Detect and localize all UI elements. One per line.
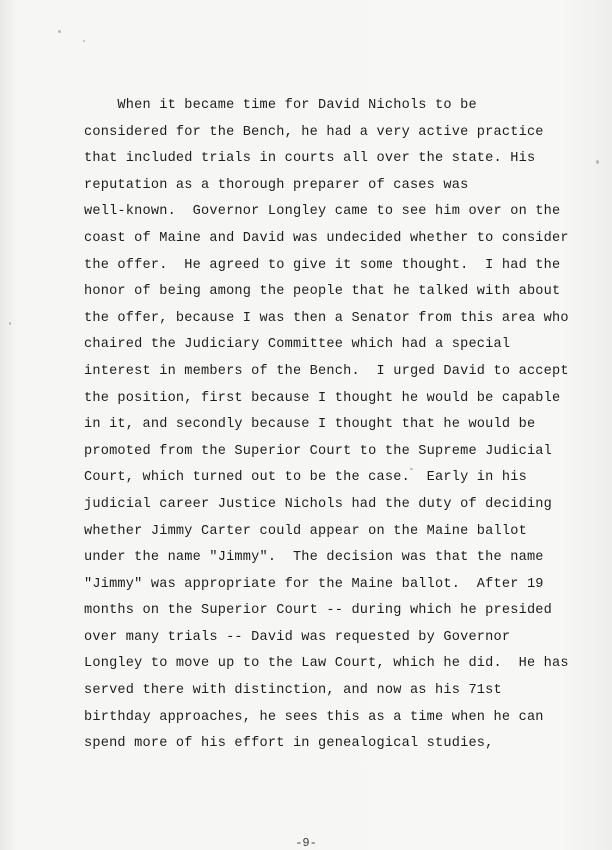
text-line: considered for the Bench, he had a very active practice (84, 124, 544, 140)
text-line: birthday approaches, he sees this as a time when he can (84, 709, 544, 725)
scan-speck (596, 160, 599, 164)
text-line: served there with distinction, and now as his 71st (84, 683, 502, 699)
text-line: the offer, because I was then a Senator from this area who (84, 310, 569, 326)
scan-speck (83, 40, 85, 42)
text-line: "Jimmy" was appropriate for the Maine ballot. After 19 (84, 576, 544, 592)
text-line: Court, which turned out to be the case. Early in his (84, 470, 527, 486)
scan-speck (58, 30, 61, 33)
text-line: spend more of his effort in genealogical studies, (84, 736, 494, 752)
text-line: coast of Maine and David was undecided whether to consider (84, 230, 569, 246)
body-text (84, 96, 584, 761)
text-line: whether Jimmy Carter could appear on the Maine ballot (84, 523, 527, 539)
text-line: Longley to move up to the Law Court, which he did. He has (84, 656, 569, 672)
text-line: in it, and secondly because I thought that he would be (84, 417, 536, 433)
text-line: the position, first because I thought he would be capable (84, 390, 561, 406)
text-line: honor of being among the people that he talked with about (84, 284, 561, 300)
scan-speck (9, 322, 11, 325)
text-line: reputation as a thorough preparer of cases was (84, 177, 469, 193)
text-line: interest in members of the Bench. I urged David to accept (84, 363, 569, 379)
text-line: that included trials in courts all over the state. His (84, 151, 536, 167)
page-number: -9- (295, 836, 317, 850)
text-line: the offer. He agreed to give it some thought. I had the (84, 257, 561, 273)
text-line: months on the Superior Court -- during which he presided (84, 603, 553, 619)
text-line: over many trials -- David was requested by Governor (84, 629, 511, 645)
text-line: chaired the Judiciary Committee which had a special (84, 337, 511, 353)
text-line: judicial career Justice Nichols had the duty of deciding (84, 496, 553, 512)
text-line: When it became time for David Nichols to be (84, 98, 477, 113)
text-line: under the name "Jimmy". The decision was that the name (84, 550, 544, 566)
text-line: well-known. Governor Longley came to see him over on the (84, 204, 561, 220)
text-line: promoted from the Superior Court to the Supreme Judicial (84, 443, 553, 459)
